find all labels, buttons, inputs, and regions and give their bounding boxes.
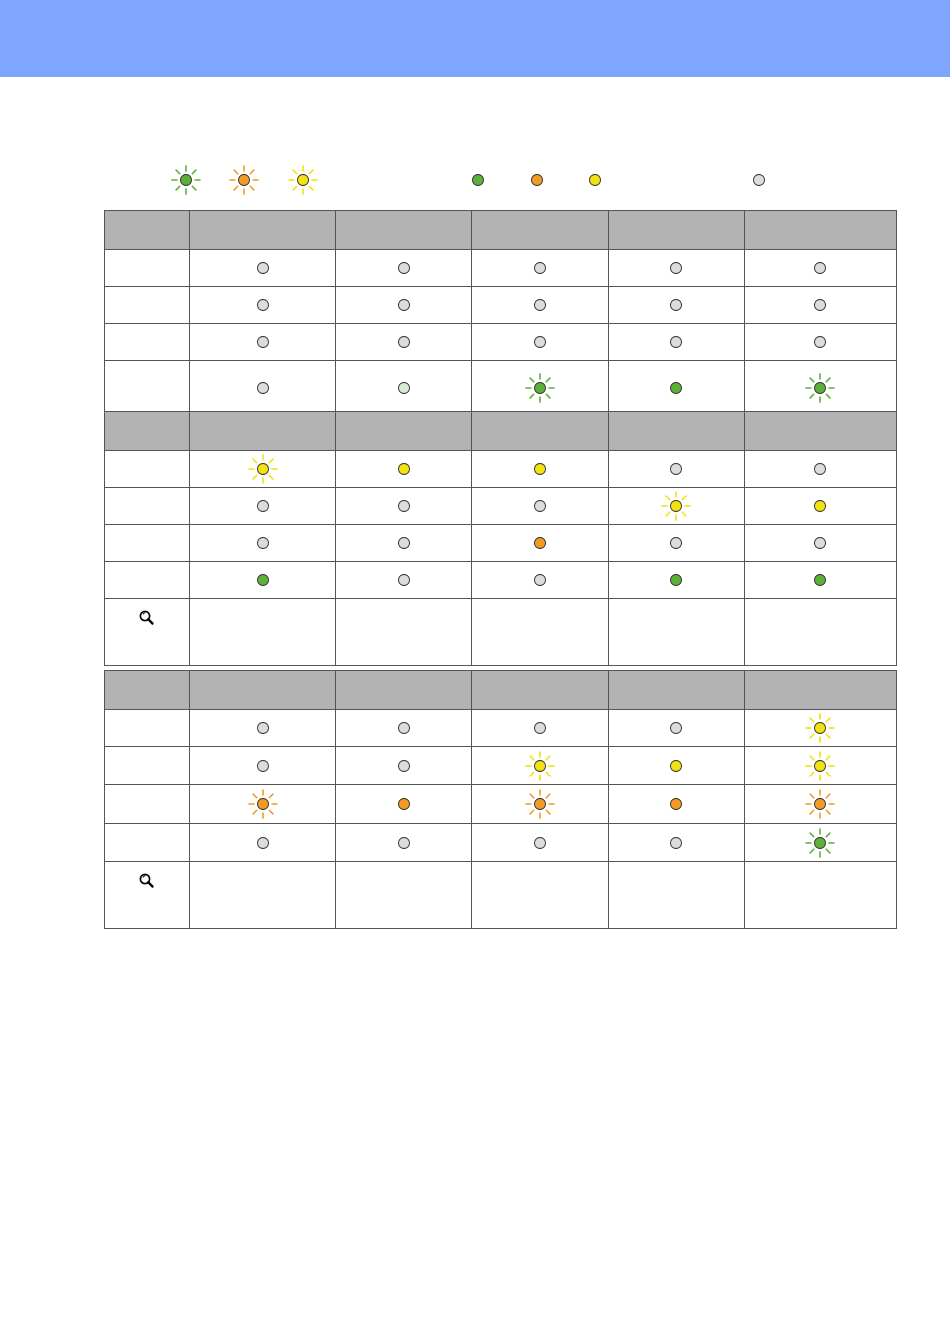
led-cell: [472, 785, 608, 824]
led-cell: [336, 451, 472, 488]
off-led-icon: [522, 710, 558, 746]
header-cell: [608, 211, 744, 250]
header-cell: [608, 412, 744, 451]
led-indicator: [522, 710, 558, 746]
led-cell: [472, 747, 608, 785]
note-cell: [744, 599, 896, 666]
led-status-table-2: [104, 411, 897, 666]
off-led-icon: [386, 324, 422, 360]
legend-blink-yellow-led: [285, 162, 321, 198]
table-row: [105, 488, 897, 525]
off-led-icon: [245, 488, 281, 524]
green-led-icon: [245, 562, 281, 598]
led-cell: [608, 250, 744, 287]
led-cell: [336, 785, 472, 824]
led-cell: [190, 324, 336, 361]
off-led-icon: [522, 250, 558, 286]
led-cell: [190, 525, 336, 562]
blinking-orange-led-icon: [522, 786, 558, 822]
green-led-icon: [658, 562, 694, 598]
row-label-cell: [105, 488, 190, 525]
table-header-row: [105, 412, 897, 451]
led-indicator: [386, 324, 422, 360]
legend-blink-green-led: [168, 162, 204, 198]
led-status-table-3: [104, 670, 897, 929]
led-cell: [608, 525, 744, 562]
led-cell: [190, 785, 336, 824]
led-cell: [744, 287, 896, 324]
yellow-led-icon: [522, 451, 558, 487]
led-indicator: [802, 525, 838, 561]
led-cell: [744, 361, 896, 416]
led-cell: [608, 488, 744, 525]
blinking-yellow-led-icon: [658, 488, 694, 524]
header-cell: [472, 211, 608, 250]
led-cell: [744, 451, 896, 488]
led-indicator: [522, 562, 558, 598]
table-header-row: [105, 671, 897, 710]
header-cell: [744, 412, 896, 451]
row-label-cell: [105, 747, 190, 785]
led-indicator: [386, 525, 422, 561]
led-indicator: [386, 488, 422, 524]
led-indicator: [245, 370, 281, 406]
led-indicator: [802, 287, 838, 323]
led-indicator: [386, 710, 422, 746]
led-indicator: [522, 786, 558, 822]
led-indicator: [245, 748, 281, 784]
led-indicator: [522, 287, 558, 323]
blinking-orange-led-icon: [226, 162, 262, 198]
off-led-icon: [386, 525, 422, 561]
led-cell: [472, 488, 608, 525]
blinking-yellow-led-icon: [285, 162, 321, 198]
blinking-yellow-led-icon: [245, 451, 281, 487]
led-cell: [608, 824, 744, 862]
green-led-icon: [460, 162, 496, 198]
led-indicator: [658, 562, 694, 598]
led-indicator: [802, 488, 838, 524]
off-led-icon: [802, 250, 838, 286]
off-led-icon: [522, 324, 558, 360]
table-row: [105, 710, 897, 747]
off-led-icon: [658, 710, 694, 746]
led-indicator: [386, 562, 422, 598]
led-cell: [472, 451, 608, 488]
header-cell: [336, 211, 472, 250]
off-led-icon: [245, 748, 281, 784]
led-cell: [472, 824, 608, 862]
led-cell: [744, 488, 896, 525]
table-row: [105, 451, 897, 488]
led-indicator: [802, 710, 838, 746]
table-row: [105, 324, 897, 361]
led-indicator: [802, 370, 838, 406]
orange-led-icon: [386, 786, 422, 822]
led-indicator: [802, 324, 838, 360]
off-led-icon: [386, 488, 422, 524]
led-indicator: [245, 451, 281, 487]
off-led-icon: [245, 525, 281, 561]
header-cell: [744, 211, 896, 250]
led-cell: [336, 287, 472, 324]
led-indicator: [802, 451, 838, 487]
green-led-icon: [802, 562, 838, 598]
magnifier-icon: [138, 609, 156, 627]
off-led-icon: [245, 287, 281, 323]
header-cell: [190, 671, 336, 710]
led-cell: [336, 361, 472, 416]
header-cell: [472, 412, 608, 451]
led-indicator: [245, 324, 281, 360]
row-label-cell: [105, 710, 190, 747]
table-note-row: [105, 599, 897, 666]
led-cell: [472, 287, 608, 324]
led-indicator: [802, 562, 838, 598]
led-cell: [190, 562, 336, 599]
led-indicator: [245, 250, 281, 286]
led-cell: [336, 747, 472, 785]
table-row: [105, 361, 897, 416]
blinking-yellow-led-icon: [802, 710, 838, 746]
header-cell: [105, 671, 190, 710]
led-indicator: [522, 825, 558, 861]
led-cell: [190, 488, 336, 525]
led-cell: [190, 250, 336, 287]
led-cell: [744, 525, 896, 562]
led-status-table-1: [104, 210, 897, 416]
led-cell: [744, 747, 896, 785]
led-indicator: [245, 825, 281, 861]
row-label-cell: [105, 287, 190, 324]
orange-led-icon: [658, 786, 694, 822]
led-indicator: [658, 451, 694, 487]
led-cell: [472, 250, 608, 287]
led-cell: [336, 824, 472, 862]
led-indicator: [386, 287, 422, 323]
blinking-green-led-icon: [802, 370, 838, 406]
led-cell: [608, 361, 744, 416]
led-cell: [608, 324, 744, 361]
yellow-led-icon: [577, 162, 613, 198]
legend-on-green-led: [460, 162, 496, 198]
led-indicator: [802, 748, 838, 784]
led-cell: [608, 710, 744, 747]
led-indicator: [802, 786, 838, 822]
led-cell: [744, 824, 896, 862]
led-cell: [190, 451, 336, 488]
off-led-icon: [386, 562, 422, 598]
table-row: [105, 525, 897, 562]
off-led-icon: [658, 451, 694, 487]
led-cell: [190, 824, 336, 862]
off-led-icon: [741, 162, 777, 198]
led-cell: [336, 525, 472, 562]
led-cell: [336, 250, 472, 287]
row-label-cell: [105, 250, 190, 287]
off-led-icon: [658, 287, 694, 323]
table-row: [105, 250, 897, 287]
note-cell: [472, 862, 608, 929]
table-row: [105, 747, 897, 785]
led-cell: [190, 710, 336, 747]
row-label-cell: [105, 525, 190, 562]
note-cell: [190, 862, 336, 929]
off-led-icon: [245, 370, 281, 406]
led-cell: [744, 562, 896, 599]
note-icon-cell: [105, 862, 190, 929]
orange-led-icon: [522, 525, 558, 561]
off-led-icon: [802, 287, 838, 323]
led-indicator: [386, 786, 422, 822]
led-indicator: [386, 250, 422, 286]
yellow-led-icon: [658, 748, 694, 784]
legend-on-orange-led: [519, 162, 555, 198]
led-indicator: [386, 370, 422, 406]
led-cell: [472, 710, 608, 747]
note-cell: [608, 862, 744, 929]
off-led-icon: [522, 287, 558, 323]
legend-blink-orange-led: [226, 162, 262, 198]
top-banner: [0, 0, 950, 77]
off-led-icon: [245, 324, 281, 360]
yellow-led-icon: [386, 451, 422, 487]
led-indicator: [522, 488, 558, 524]
led-indicator: [522, 370, 558, 406]
led-indicator: [658, 786, 694, 822]
led-legend: [0, 162, 950, 198]
off-led-icon: [802, 451, 838, 487]
blinking-orange-led-icon: [245, 786, 281, 822]
header-cell: [336, 412, 472, 451]
led-indicator: [386, 451, 422, 487]
off-led-icon: [386, 287, 422, 323]
off-led-icon: [802, 525, 838, 561]
led-cell: [608, 785, 744, 824]
led-indicator: [245, 287, 281, 323]
off-led-icon: [386, 825, 422, 861]
led-indicator: [658, 324, 694, 360]
led-cell: [472, 324, 608, 361]
green-led-icon: [658, 370, 694, 406]
table-row: [105, 824, 897, 862]
led-indicator: [802, 250, 838, 286]
led-indicator: [658, 370, 694, 406]
off-led-icon: [386, 710, 422, 746]
led-indicator: [522, 748, 558, 784]
off-led-icon: [522, 488, 558, 524]
led-indicator: [386, 825, 422, 861]
blinking-green-led-icon: [522, 370, 558, 406]
magnifier-icon: [138, 872, 156, 890]
note-cell: [336, 862, 472, 929]
row-label-cell: [105, 824, 190, 862]
header-cell: [608, 671, 744, 710]
row-label-cell: [105, 451, 190, 488]
led-cell: [190, 287, 336, 324]
header-cell: [190, 211, 336, 250]
header-cell: [744, 671, 896, 710]
legend-on-yellow-led: [577, 162, 613, 198]
led-indicator: [245, 488, 281, 524]
off-led-icon: [658, 250, 694, 286]
led-indicator: [658, 287, 694, 323]
off-led-icon: [386, 748, 422, 784]
legend-off-led: [741, 162, 777, 198]
led-cell: [336, 710, 472, 747]
header-cell: [472, 671, 608, 710]
note-icon-cell: [105, 599, 190, 666]
row-label-cell: [105, 562, 190, 599]
note-cell: [744, 862, 896, 929]
table-row: [105, 287, 897, 324]
off-led-icon: [245, 250, 281, 286]
note-cell: [336, 599, 472, 666]
led-cell: [336, 562, 472, 599]
led-cell: [336, 488, 472, 525]
led-indicator: [802, 825, 838, 861]
header-cell: [105, 412, 190, 451]
off-led-icon: [802, 324, 838, 360]
led-indicator: [522, 324, 558, 360]
note-cell: [190, 599, 336, 666]
table-row: [105, 785, 897, 824]
led-cell: [744, 324, 896, 361]
off-led-icon: [386, 250, 422, 286]
led-cell: [472, 361, 608, 416]
led-cell: [190, 747, 336, 785]
led-cell: [190, 361, 336, 416]
led-indicator: [245, 562, 281, 598]
led-indicator: [658, 825, 694, 861]
off-led-icon: [658, 525, 694, 561]
blinking-yellow-led-icon: [522, 748, 558, 784]
led-indicator: [522, 250, 558, 286]
off-led-icon: [522, 825, 558, 861]
yellow-led-icon: [802, 488, 838, 524]
blinking-green-led-icon: [802, 825, 838, 861]
off-led-icon: [658, 825, 694, 861]
led-cell: [336, 324, 472, 361]
led-cell: [744, 785, 896, 824]
orange-led-icon: [519, 162, 555, 198]
led-indicator: [522, 451, 558, 487]
led-indicator: [658, 488, 694, 524]
header-cell: [105, 211, 190, 250]
off-led-icon: [658, 324, 694, 360]
led-indicator: [245, 525, 281, 561]
led-cell: [472, 525, 608, 562]
led-indicator: [658, 525, 694, 561]
led-indicator: [658, 748, 694, 784]
note-cell: [472, 599, 608, 666]
led-indicator: [658, 710, 694, 746]
led-cell: [472, 562, 608, 599]
blinking-green-led-icon: [168, 162, 204, 198]
led-indicator: [245, 786, 281, 822]
header-cell: [336, 671, 472, 710]
blinking-orange-led-icon: [802, 786, 838, 822]
note-cell: [608, 599, 744, 666]
blinking-yellow-led-icon: [802, 748, 838, 784]
table-note-row: [105, 862, 897, 929]
led-cell: [608, 451, 744, 488]
led-cell: [744, 710, 896, 747]
row-label-cell: [105, 361, 190, 416]
off-led-icon: [245, 825, 281, 861]
led-indicator: [245, 710, 281, 746]
table-row: [105, 562, 897, 599]
led-indicator: [522, 525, 558, 561]
led-indicator: [658, 250, 694, 286]
led-cell: [744, 250, 896, 287]
led-cell: [608, 562, 744, 599]
off-led-icon: [245, 710, 281, 746]
header-cell: [190, 412, 336, 451]
off-led-icon: [522, 562, 558, 598]
led-cell: [608, 287, 744, 324]
pale_green-led-icon: [386, 370, 422, 406]
led-cell: [608, 747, 744, 785]
row-label-cell: [105, 785, 190, 824]
led-indicator: [386, 748, 422, 784]
table-header-row: [105, 211, 897, 250]
row-label-cell: [105, 324, 190, 361]
